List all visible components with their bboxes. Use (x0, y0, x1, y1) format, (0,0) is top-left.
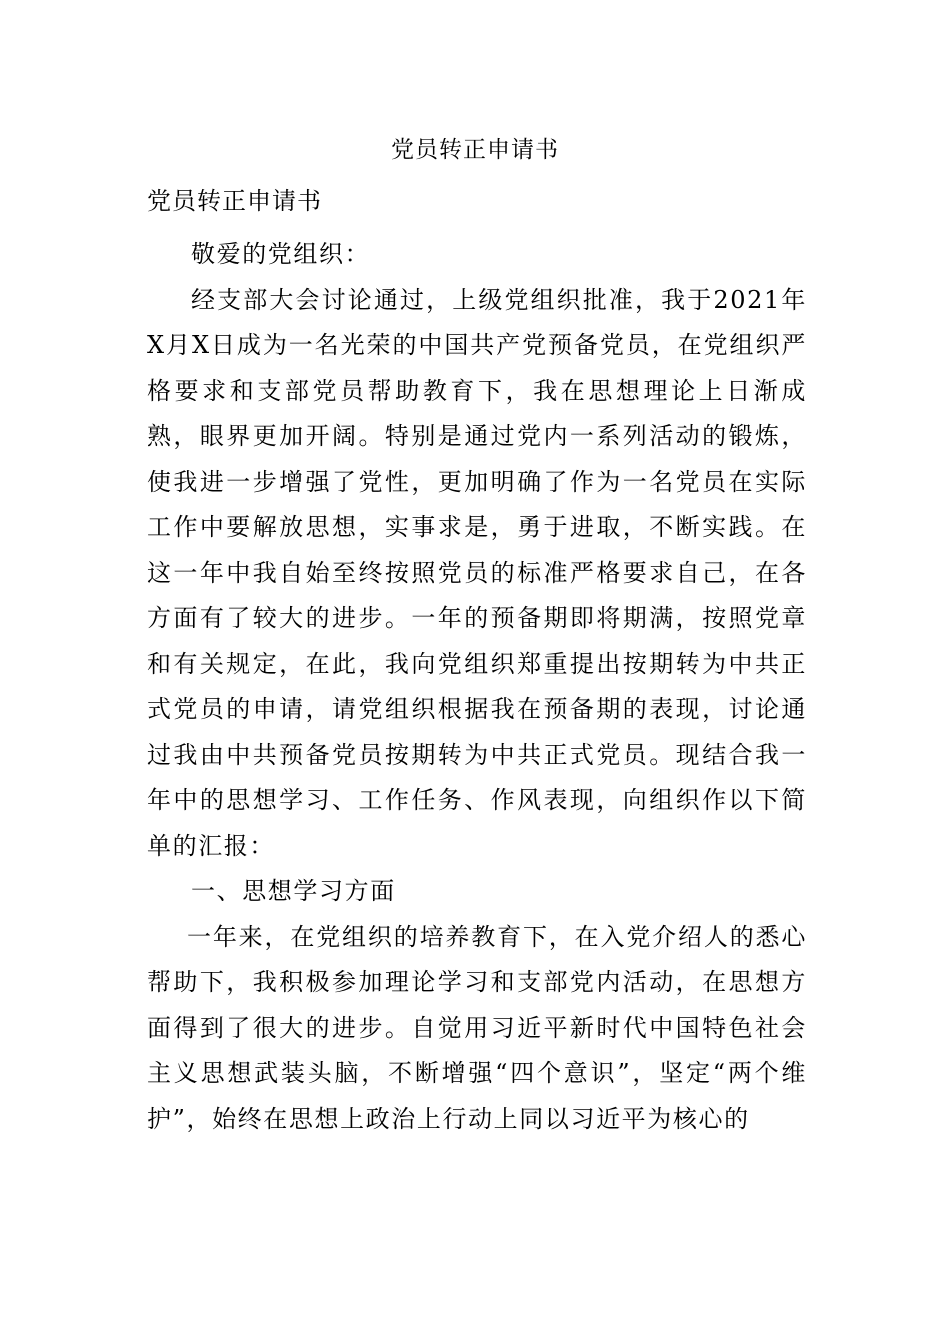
paragraph-intro: 经支部大会讨论通过，上级党组织批准，我于2021年X月X日成为一名光荣的中国共产党预备党员，在党组织严格要求和支部党员帮助教育下，我在思想理论上日渐成熟，眼界更加开阔。特别是通过党内一系列活动的锻炼，使我进一步增强了党性，更加明确了作为一名党员在实际工作中要解放思想，实事求是，勇于进取，不断实践。在这一年中我自始至终按照党员的标准严格要求自己，在各方面有了较大的进步。一年的预备期即将期满，按照党章和有关规定，在此，我向党组织郑重提出按期转为中共正式党员的申请，请党组织根据我在预备期的表现，讨论通过我由中共预备党员按期转为中共正式党员。现结合我一年中的思想学习、工作任务、作风表现，向组织作以下简单的汇报： (147, 285, 807, 860)
paragraph-thought-study: 一年来，在党组织的培养教育下，在入党介绍人的悉心帮助下，我积极参加理论学习和支部党内活动，在思想方面得到了很大的进步。自觉用习近平新时代中国特色社会主义思想武装头脑，不断增强“四个意识”，坚定“两个维护”，始终在思想上政治上行动上同以习近平为核心的 (147, 922, 807, 1133)
section-heading-thought-study: 一、思想学习方面 (191, 877, 396, 905)
document-subtitle: 党员转正申请书 (147, 187, 322, 215)
document-body (147, 232, 807, 1142)
document-title: 党员转正申请书 (391, 137, 559, 163)
salutation: 敬爱的党组织： (191, 240, 371, 268)
